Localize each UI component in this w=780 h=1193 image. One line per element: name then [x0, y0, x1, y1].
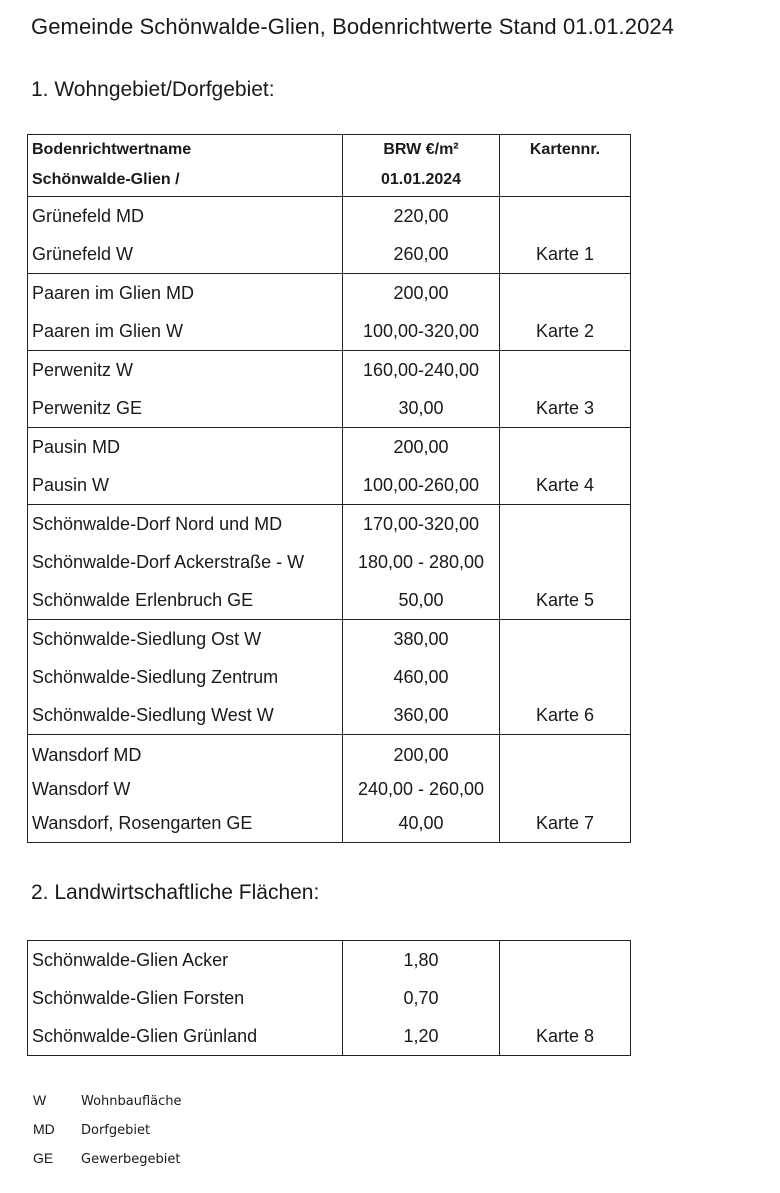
table-row [28, 658, 631, 696]
section-heading-agricultural: 2. Landwirtschaftliche Flächen: [31, 881, 320, 904]
area-name-cell: Schönwalde-Glien Forsten [28, 979, 343, 1017]
table-row [28, 979, 631, 1017]
table-row [28, 1017, 631, 1056]
map-number-cell [500, 658, 631, 696]
area-name-cell: Schönwalde-Siedlung West W [28, 696, 343, 735]
page-title: Gemeinde Schönwalde-Glien, Bodenrichtwerte Stand 01.01.2024 [31, 14, 675, 39]
area-name-cell: Pausin MD [28, 428, 343, 467]
map-number-cell [500, 505, 631, 544]
legend-abbreviation: MD [33, 1121, 55, 1137]
table-row [28, 696, 631, 735]
legend-description: Dorfgebiet [81, 1123, 151, 1138]
land-value-cell: 200,00 [343, 735, 500, 776]
map-number-cell [500, 543, 631, 581]
legend-abbreviation: GE [33, 1150, 54, 1166]
table-group [28, 197, 631, 274]
land-value-cell: 180,00 - 280,00 [343, 543, 500, 581]
map-number-cell [500, 979, 631, 1017]
column-header-brw-line2: 01.01.2024 [380, 171, 462, 188]
land-value-cell: 50,00 [343, 581, 500, 620]
map-number-cell: Karte 5 [500, 581, 631, 620]
table-row [28, 543, 631, 581]
area-name-cell: Schönwalde-Siedlung Ost W [28, 620, 343, 659]
map-number-cell: Karte 7 [500, 804, 631, 843]
table-row [28, 235, 631, 274]
land-value-cell: 200,00 [343, 428, 500, 467]
table-row [28, 505, 631, 544]
table-row [28, 389, 631, 428]
table-row [28, 581, 631, 620]
legend-abbreviation: W [33, 1092, 47, 1108]
area-name-cell: Pausin W [28, 466, 343, 505]
land-value-cell: 460,00 [343, 658, 500, 696]
area-name-cell: Perwenitz GE [28, 389, 343, 428]
column-header-name [28, 135, 343, 197]
map-number-cell [500, 620, 631, 659]
map-number-cell [500, 351, 631, 390]
land-value-table-agricultural [27, 940, 631, 1056]
land-value-cell: 360,00 [343, 696, 500, 735]
area-name-cell: Wansdorf MD [28, 735, 343, 776]
table-group [28, 274, 631, 351]
map-number-cell [500, 197, 631, 236]
column-header-brw [343, 135, 500, 197]
table-group [28, 620, 631, 735]
table-group [28, 505, 631, 620]
land-value-cell: 170,00-320,00 [343, 505, 500, 544]
table-row [28, 804, 631, 843]
area-name-cell: Schönwalde-Glien Grünland [28, 1017, 343, 1056]
area-name-cell: Perwenitz W [28, 351, 343, 390]
land-value-cell: 240,00 - 260,00 [343, 775, 500, 804]
column-header-map-label: Kartennr. [529, 141, 601, 158]
map-number-cell: Karte 6 [500, 696, 631, 735]
section-heading-residential: 1. Wohngebiet/Dorfgebiet: [31, 78, 275, 101]
table-row [28, 197, 631, 236]
area-name-cell: Grünefeld W [28, 235, 343, 274]
legend-description: Wohnbaufläche [81, 1094, 182, 1109]
table-header-row [28, 135, 631, 197]
column-header-brw-line1: BRW €/m² [383, 141, 459, 158]
land-value-cell: 0,70 [343, 979, 500, 1017]
land-value-table-residential [27, 134, 631, 843]
map-number-cell: Karte 8 [500, 1017, 631, 1056]
area-name-cell: Schönwalde-Siedlung Zentrum [28, 658, 343, 696]
area-name-cell: Schönwalde-Glien Acker [28, 941, 343, 980]
table-row [28, 620, 631, 659]
table-group [28, 351, 631, 428]
land-value-cell: 100,00-320,00 [343, 312, 500, 351]
column-header-name-line1: Bodenrichtwertname [32, 141, 192, 158]
land-value-cell: 1,20 [343, 1017, 500, 1056]
land-value-cell: 220,00 [343, 197, 500, 236]
map-number-cell [500, 735, 631, 776]
map-number-cell: Karte 2 [500, 312, 631, 351]
table-group [28, 428, 631, 505]
land-value-cell: 100,00-260,00 [343, 466, 500, 505]
column-header-name-line2: Schönwalde-Glien / [32, 171, 180, 188]
legend-description: Gewerbegebiet [81, 1152, 181, 1167]
land-value-cell: 160,00-240,00 [343, 351, 500, 390]
table-row [28, 735, 631, 776]
area-name-cell: Schönwalde-Dorf Ackerstraße - W [28, 543, 343, 581]
land-value-cell: 200,00 [343, 274, 500, 313]
column-header-map [500, 135, 631, 197]
land-value-cell: 1,80 [343, 941, 500, 980]
area-name-cell: Grünefeld MD [28, 197, 343, 236]
land-value-cell: 380,00 [343, 620, 500, 659]
land-value-cell: 30,00 [343, 389, 500, 428]
land-value-cell: 40,00 [343, 804, 500, 843]
table-row [28, 312, 631, 351]
map-number-cell: Karte 4 [500, 466, 631, 505]
map-number-cell: Karte 3 [500, 389, 631, 428]
table-row [28, 274, 631, 313]
table-row [28, 351, 631, 390]
map-number-cell [500, 428, 631, 467]
table-row [28, 466, 631, 505]
map-number-cell: Karte 1 [500, 235, 631, 274]
map-number-cell [500, 941, 631, 980]
area-name-cell: Schönwalde-Dorf Nord und MD [28, 505, 343, 544]
map-number-cell [500, 775, 631, 804]
table-group [28, 735, 631, 843]
area-name-cell: Wansdorf, Rosengarten GE [28, 804, 343, 843]
map-number-cell [500, 274, 631, 313]
table-row [28, 775, 631, 804]
table-group [28, 941, 631, 1056]
table-row [28, 428, 631, 467]
table-row [28, 941, 631, 980]
area-name-cell: Paaren im Glien MD [28, 274, 343, 313]
area-name-cell: Schönwalde Erlenbruch GE [28, 581, 343, 620]
area-name-cell: Paaren im Glien W [28, 312, 343, 351]
area-name-cell: Wansdorf W [28, 775, 343, 804]
land-value-cell: 260,00 [343, 235, 500, 274]
